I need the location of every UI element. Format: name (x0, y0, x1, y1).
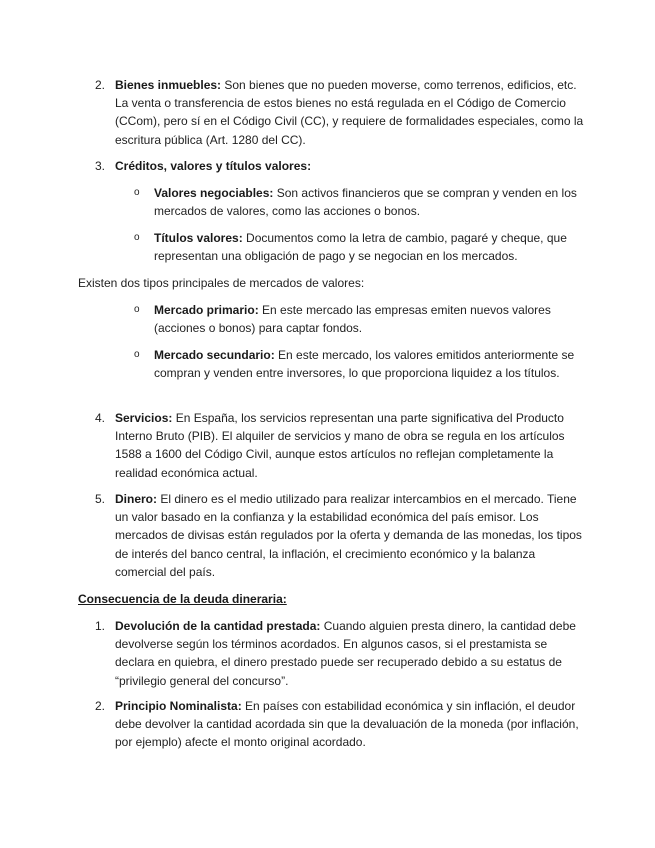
item-body: En España, los servicios representan una parte significativa del Producto Interno Bruto (PIB). El alquiler de servicios y mano de obra se regula en los artículos 1588 a 1600 del Código Civil, aunque estos artículos no reflejan completamente la realidad económica actual. (115, 411, 565, 480)
item-title: Dinero: (115, 492, 157, 506)
item-body: En países con estabilidad económica y sin inflación, el deudor debe devolver la cantidad acordada sin que la devaluación de la moneda (por inflación, por ejemplo) afecte el monto original acordado. (115, 699, 579, 750)
list-item-text (115, 157, 585, 175)
item-body: Son activos financieros que se compran y venden en los mercados de valores, como las acciones o bonos. (154, 186, 577, 219)
bullet-marker: o (134, 304, 140, 315)
list-item-text (115, 617, 585, 690)
item-body: En este mercado, los valores emitidos anteriormente se compran y venden entre inversores, lo que proporciona liquidez a los títulos. (154, 348, 575, 381)
list-number: 1. (95, 619, 106, 633)
item-title: Devolución de la cantidad prestada: (115, 619, 321, 633)
bullet-marker: o (134, 349, 140, 360)
sub-item-text (154, 301, 584, 337)
list-item-text (115, 490, 585, 581)
list-number: 5. (95, 492, 106, 506)
item-title: Bienes inmuebles: (115, 78, 222, 92)
sub-item-text (154, 184, 584, 220)
item-title: Servicios: (115, 411, 173, 425)
bullet-marker: o (134, 232, 140, 243)
item-title: Principio Nominalista: (115, 699, 242, 713)
list-number: 2. (95, 78, 106, 92)
sub-item-text (154, 229, 584, 265)
markets-intro-paragraph: Existen dos tipos principales de mercados de valores: (78, 276, 365, 290)
item-body: Cuando alguien presta dinero, la cantidad debe devolverse según los términos acordados. En algunos casos, si el prestamista se declara en quiebra, el dinero prestado puede ser recuperado debido a su estatus de “privilegio general del concurso”. (115, 619, 576, 688)
item-body: Son bienes que no pueden moverse, como terrenos, edificios, etc. La venta o transferencia de estos bienes no está regulada en el Código de Comercio (CCom), pero sí en el Código Civil (CC), y requiere de formalidades especiales, como la escritura pública (Art. 1280 del CC). (115, 78, 584, 147)
item-title: Mercado primario: (154, 303, 259, 317)
list-item-text (115, 697, 585, 752)
sub-item-text (154, 346, 584, 382)
item-body: En este mercado las empresas emiten nuevos valores (acciones o bonos) para captar fondos. (154, 303, 551, 336)
item-body: El dinero es el medio utilizado para realizar intercambios en el mercado. Tiene un valor basado en la confianza y la estabilidad económica del país emisor. Los mercados de divisas están regulados por la oferta y demanda de las monedas, los tipos de interés del banco central, la inflación, el crecimiento económico y la balanza comercial del país. (115, 492, 582, 579)
list-number: 3. (95, 159, 106, 173)
list-item-text (115, 409, 585, 482)
bullet-marker: o (134, 187, 140, 198)
list-item-text (115, 76, 585, 149)
item-title: Mercado secundario: (154, 348, 275, 362)
list-number: 2. (95, 699, 106, 713)
item-title: Títulos valores: (154, 231, 243, 245)
item-title: Créditos, valores y títulos valores: (115, 159, 312, 173)
item-body: Documentos como la letra de cambio, pagaré y cheque, que representan una obligación de pago y se negocian en los mercados. (154, 231, 567, 264)
list-number: 4. (95, 411, 106, 425)
item-title: Valores negociables: (154, 186, 274, 200)
section-heading: Consecuencia de la deuda dineraria: (78, 592, 287, 606)
